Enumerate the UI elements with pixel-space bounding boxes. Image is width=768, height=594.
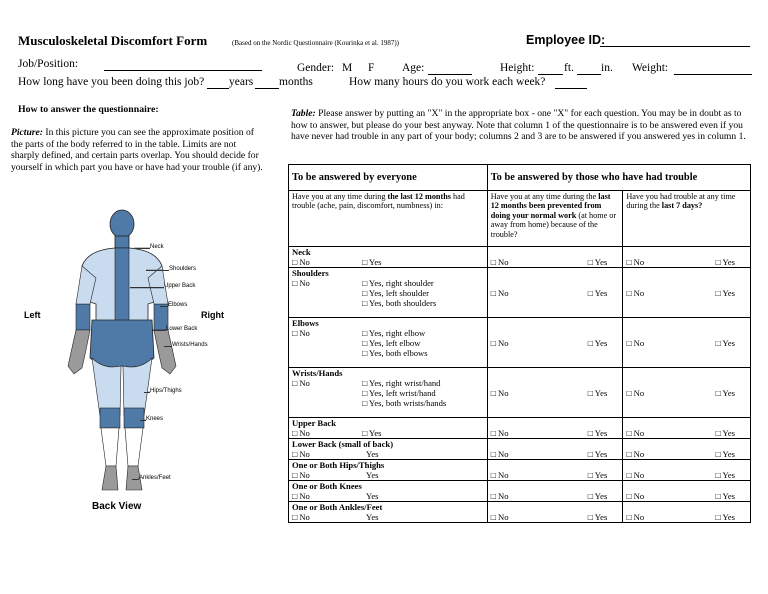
employee-id-field[interactable] — [600, 35, 750, 47]
picture-lead: Picture: — [11, 127, 43, 138]
body-figure — [60, 208, 210, 496]
upper-back-q1-yes[interactable]: □ Yes — [362, 428, 382, 438]
job-position-label: Job/Position: — [18, 58, 79, 70]
neck-q1-yes[interactable]: □ Yes — [362, 257, 382, 267]
hips-q2-no[interactable]: □ No — [490, 470, 509, 480]
elbows-q1-right[interactable]: □ Yes, right elbow — [362, 328, 426, 338]
hours-label: How many hours do you work each week? — [349, 76, 546, 88]
upper-back-q3-no[interactable]: □ No — [626, 428, 645, 438]
question-3: Have you had trouble at any time during the last 7 days? — [623, 191, 751, 247]
shoulders-q2-no[interactable]: □ No — [490, 287, 509, 298]
label-wrists-hands: Wrists/Hands — [172, 342, 208, 348]
table-row — [289, 481, 751, 502]
label-upper-back: Upper Back — [164, 283, 196, 289]
upper-back-q2-no[interactable]: □ No — [490, 428, 509, 438]
picture-text: In this picture you can see the approximate position of the parts of the body referred to in the table. Limits are not sharply defined, and certain parts overlap. You should decide for yourself in which part you have or have had your trouble (if any). — [11, 127, 263, 173]
question-2: Have you at any time during the last 12 months been prevented from doing your normal work (at home or away from home) because of the trouble? — [487, 191, 623, 247]
neck-q2-no[interactable]: □ No — [490, 257, 509, 267]
upper-back-q1-no[interactable]: □ No — [292, 428, 310, 438]
table-row — [289, 268, 751, 318]
wrists-q3-yes[interactable]: □ Yes — [715, 387, 735, 398]
hips-q1-no[interactable]: □ No — [292, 470, 310, 480]
job-position-field[interactable] — [104, 59, 262, 71]
ankles-q1-no[interactable]: □ No — [292, 512, 310, 522]
table-row — [289, 247, 751, 268]
row-label-hips: One or Both Hips/Thighs — [292, 460, 385, 470]
neck-shape — [115, 236, 129, 248]
table-instructions — [291, 108, 753, 143]
hours-field[interactable] — [555, 77, 587, 89]
row-label-lower-back: Lower Back (small of back) — [292, 439, 394, 449]
label-ankles-feet: Ankles/Feet — [139, 475, 171, 481]
lower-back-q3-no[interactable]: □ No — [626, 449, 645, 459]
elbows-q1-no[interactable]: □ No — [292, 328, 310, 338]
height-in-field[interactable] — [577, 63, 601, 75]
questionnaire-table — [288, 164, 751, 523]
height-in-unit: in. — [601, 62, 613, 74]
lower-back-q1-no[interactable]: □ No — [292, 449, 310, 459]
years-label: years — [229, 76, 254, 88]
left-hand-shape — [68, 330, 90, 374]
gender-m-option[interactable]: M — [342, 62, 353, 74]
table-row — [289, 418, 751, 439]
figure-caption: Back View — [92, 501, 142, 512]
head-shape — [110, 210, 134, 238]
label-hips-thighs: Hips/Thighs — [150, 388, 182, 394]
row-label-ankles: One or Both Ankles/Feet — [292, 502, 383, 512]
neck-q1-no[interactable]: □ No — [292, 257, 310, 267]
shoulders-q2-yes[interactable]: □ Yes — [587, 287, 608, 298]
row-label-elbows: Elbows — [292, 318, 319, 328]
neck-q3-no[interactable]: □ No — [626, 257, 645, 267]
gender-f-option[interactable]: F — [368, 62, 375, 74]
weight-label: Weight: — [632, 62, 669, 74]
knees-q1-yes[interactable]: Yes — [366, 491, 379, 501]
gender-label: Gender: — [297, 62, 335, 74]
age-field[interactable] — [428, 63, 472, 75]
employee-id-label: Employee ID: — [526, 33, 606, 47]
upper-back-q3-yes[interactable]: □ Yes — [715, 428, 735, 438]
months-field[interactable] — [255, 77, 279, 89]
question-1: Have you at any time during the last 12 months had trouble (ache, pain, discomfort, numbness) in: — [289, 191, 488, 247]
shoulders-q3-no[interactable]: □ No — [626, 287, 645, 298]
elbows-q2-no[interactable]: □ No — [490, 337, 509, 348]
ankles-q3-no[interactable]: □ No — [626, 512, 645, 522]
table-lead: Table: — [291, 108, 316, 119]
table-row — [289, 368, 751, 418]
height-label: Height: — [500, 62, 535, 74]
right-label: Right — [201, 310, 224, 320]
table-row — [289, 502, 751, 523]
wrists-q1-left[interactable]: □ Yes, left wrist/hand — [362, 388, 436, 398]
right-hand-shape — [154, 330, 176, 374]
picture-instructions — [11, 127, 264, 173]
lower-back-q2-yes[interactable]: □ Yes — [587, 449, 608, 459]
shoulders-q1-right[interactable]: □ Yes, right shoulder — [362, 278, 434, 288]
label-neck: Neck — [150, 244, 164, 250]
left-foot-shape — [102, 466, 118, 490]
ankles-q1-yes[interactable]: Yes — [366, 512, 379, 522]
lower-back-q1-yes[interactable]: Yes — [366, 449, 379, 459]
ankles-q3-yes[interactable]: □ Yes — [715, 512, 735, 522]
years-field[interactable] — [207, 77, 229, 89]
ankles-q2-no[interactable]: □ No — [490, 512, 509, 522]
left-thigh-shape — [92, 358, 121, 416]
right-knee-shape — [124, 408, 144, 428]
wrists-q2-yes[interactable]: □ Yes — [587, 387, 608, 398]
row-label-wrists: Wrists/Hands — [292, 368, 343, 378]
row-label-knees: One or Both Knees — [292, 481, 362, 491]
left-label: Left — [24, 310, 41, 320]
elbows-q1-both[interactable]: □ Yes, both elbows — [362, 348, 428, 358]
neck-q3-yes[interactable]: □ Yes — [715, 257, 735, 267]
shoulders-q1-both[interactable]: □ Yes, both shoulders — [362, 298, 437, 308]
table-text: Please answer by putting an "X" in the appropriate box - one "X" for each question. You may be in doubt as to how to answer, but please do your best anyway. Note that column 1 of the questionnaire is to be answered even if you have never had trouble in any part of your body; columns 2 and 3 are to be answered if you answered yes in column 1. — [291, 108, 746, 143]
left-elbow-shape — [76, 304, 90, 330]
table-row — [289, 439, 751, 460]
knees-q3-yes[interactable]: □ Yes — [715, 491, 735, 501]
upper-back-shape — [115, 248, 129, 326]
header-everyone: To be answered by everyone — [289, 165, 488, 191]
neck-q2-yes[interactable]: □ Yes — [587, 257, 608, 267]
knees-q2-yes[interactable]: □ Yes — [587, 491, 608, 501]
months-label: months — [279, 76, 313, 88]
left-knee-shape — [100, 408, 120, 428]
table-row — [289, 460, 751, 481]
lower-back-q2-no[interactable]: □ No — [490, 449, 509, 459]
hips-q1-yes[interactable]: Yes — [366, 470, 379, 480]
knees-q2-no[interactable]: □ No — [490, 491, 509, 501]
knees-q1-no[interactable]: □ No — [292, 491, 310, 501]
source-note: (Based on the Nordic Questionnaire (Kourinka et al. 1987)) — [232, 39, 399, 47]
right-thigh-shape — [123, 358, 152, 416]
hips-q3-no[interactable]: □ No — [626, 470, 645, 480]
knees-q3-no[interactable]: □ No — [626, 491, 645, 501]
shoulders-q1-left[interactable]: □ Yes, left shoulder — [362, 288, 430, 298]
label-shoulders: Shoulders — [169, 266, 197, 272]
upper-back-q2-yes[interactable]: □ Yes — [587, 428, 608, 438]
wrists-q1-no[interactable]: □ No — [292, 378, 310, 388]
lower-back-shape — [90, 320, 154, 367]
elbows-q3-yes[interactable]: □ Yes — [715, 337, 735, 348]
label-lower-back: Lower Back — [166, 326, 198, 332]
lower-back-q3-yes[interactable]: □ Yes — [715, 449, 735, 459]
shoulders-q1-no[interactable]: □ No — [292, 278, 310, 288]
hips-q3-yes[interactable]: □ Yes — [715, 470, 735, 480]
form-title: Musculoskeletal Discomfort Form — [18, 33, 208, 48]
table-row — [289, 318, 751, 368]
elbows-q2-yes[interactable]: □ Yes — [587, 337, 608, 348]
wrists-q2-no[interactable]: □ No — [490, 387, 509, 398]
label-knees: Knees — [146, 416, 164, 422]
header-trouble: To be answered by those who have had trouble — [487, 165, 750, 191]
elbows-q3-no[interactable]: □ No — [626, 337, 645, 348]
job-duration-label: How long have you been doing this job? — [18, 76, 205, 88]
shoulders-q3-yes[interactable]: □ Yes — [715, 287, 735, 298]
age-label: Age: — [402, 62, 425, 74]
wrists-q3-no[interactable]: □ No — [626, 387, 645, 398]
height-ft-field[interactable] — [538, 63, 563, 75]
hips-q2-yes[interactable]: □ Yes — [587, 470, 608, 480]
elbows-q1-left[interactable]: □ Yes, left elbow — [362, 338, 421, 348]
ankles-q2-yes[interactable]: □ Yes — [587, 512, 608, 522]
instructions-heading: How to answer the questionnaire: — [18, 104, 159, 115]
wrists-q1-both[interactable]: □ Yes, both wrists/hands — [362, 398, 447, 408]
label-elbows: Elbows — [168, 302, 188, 308]
row-label-upper-back: Upper Back — [292, 418, 337, 428]
weight-field[interactable] — [674, 63, 752, 75]
row-label-neck: Neck — [292, 247, 311, 257]
wrists-q1-right[interactable]: □ Yes, right wrist/hand — [362, 378, 441, 388]
height-ft-unit: ft. — [564, 62, 574, 74]
row-label-shoulders: Shoulders — [292, 268, 329, 278]
